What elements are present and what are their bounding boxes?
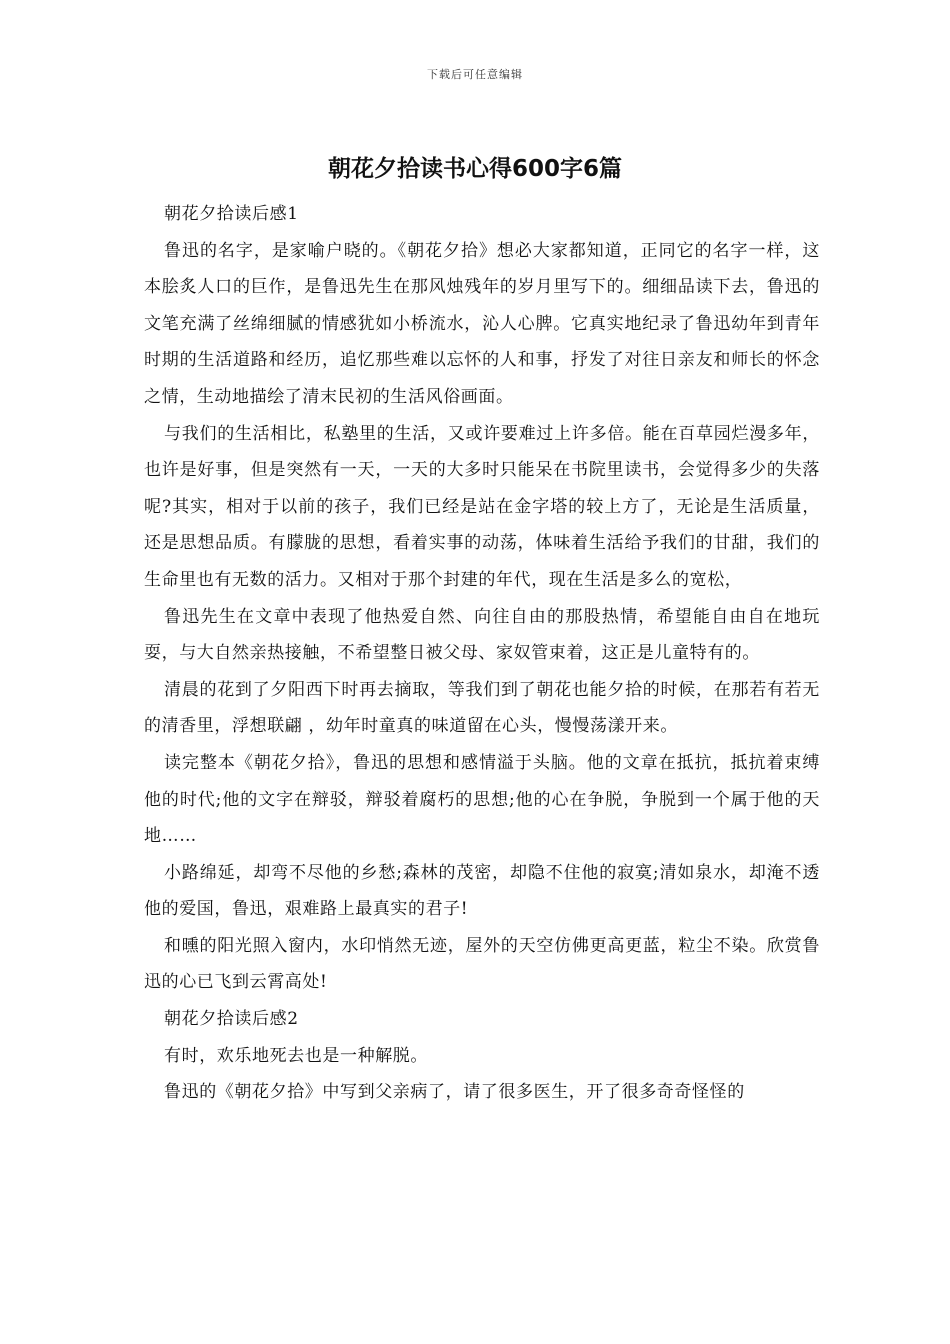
section-heading: 朝花夕拾读后感1: [164, 204, 299, 224]
document-body: [144, 196, 820, 1111]
section-heading: 朝花夕拾读后感2: [164, 1009, 299, 1030]
paragraph: 和曛的阳光照入窗内，水印悄然无迹，屋外的天空仿佛更高更蓝，粒尘不染。欣赏鲁迅的心已飞到云霄高处!: [144, 935, 820, 993]
paragraph: 清晨的花到了夕阳西下时再去摘取，等我们到了朝花也能夕拾的时候，在那若有若无的清香里，浮想联翩 ，幼年时童真的味道留在心头，慢慢荡漾开来。: [144, 679, 820, 737]
paragraph: 读完整本《朝花夕拾》，鲁迅的思想和感情溢于头脑。他的文章在抵抗，抵抗着束缚他的时代;他的文字在辩驳，辩驳着腐朽的思想;他的心在争脱，争脱到一个属于他的天地……: [144, 752, 820, 847]
paragraph: 鲁迅的《朝花夕拾》中写到父亲病了，请了很多医生，开了很多奇奇怪怪的: [164, 1082, 745, 1103]
paragraph: 小路绵延，却弯不尽他的乡愁;森林的茂密，却隐不住他的寂寞;清如泉水，却淹不透他的爱国，鲁迅，艰难路上最真实的君子!: [144, 862, 820, 920]
paragraph: 鲁迅先生在文章中表现了他热爱自然、向往自由的那股热情，希望能自由自在地玩耍，与大自然亲热接触，不希望整日被父母、家奴管束着，这正是儿童特有的。: [144, 606, 820, 664]
header-note: 下载后可任意编辑: [427, 68, 523, 81]
paragraph: 有时，欢乐地死去也是一种解脱。: [164, 1045, 428, 1066]
paragraph: 鲁迅的名字，是家喻户晓的。《朝花夕拾》想必大家都知道，正同它的名字一样，这本脍炙人口的巨作，是鲁迅先生在那风烛残年的岁月里写下的。细细品读下去，鲁迅的文笔充满了丝绵细腻的情感犹如小桥流水，沁人心脾。它真实地纪录了鲁迅幼年到青年时期的生活道路和经历，追忆那些难以忘怀的人和事，抒发了对往日亲友和师长的怀念之情，生动地描绘了清末民初的生活风俗画面。: [144, 240, 820, 407]
document-title: 朝花夕拾读书心得600字6篇: [327, 156, 622, 182]
paragraph: 与我们的生活相比，私塾里的生活，又或许要难过上许多倍。能在百草园烂漫多年，也许是好事，但是突然有一天，一天的大多时只能呆在书院里读书，会觉得多少的失落呢?其实，相对于以前的孩子，我们已经是站在金字塔的较上方了，无论是生活质量，还是思想品质。有朦胧的思想，看着实事的动荡，体味着生活给予我们的甘甜，我们的生命里也有无数的活力。又相对于那个封建的年代，现在生活是多么的宽松，: [144, 423, 820, 590]
